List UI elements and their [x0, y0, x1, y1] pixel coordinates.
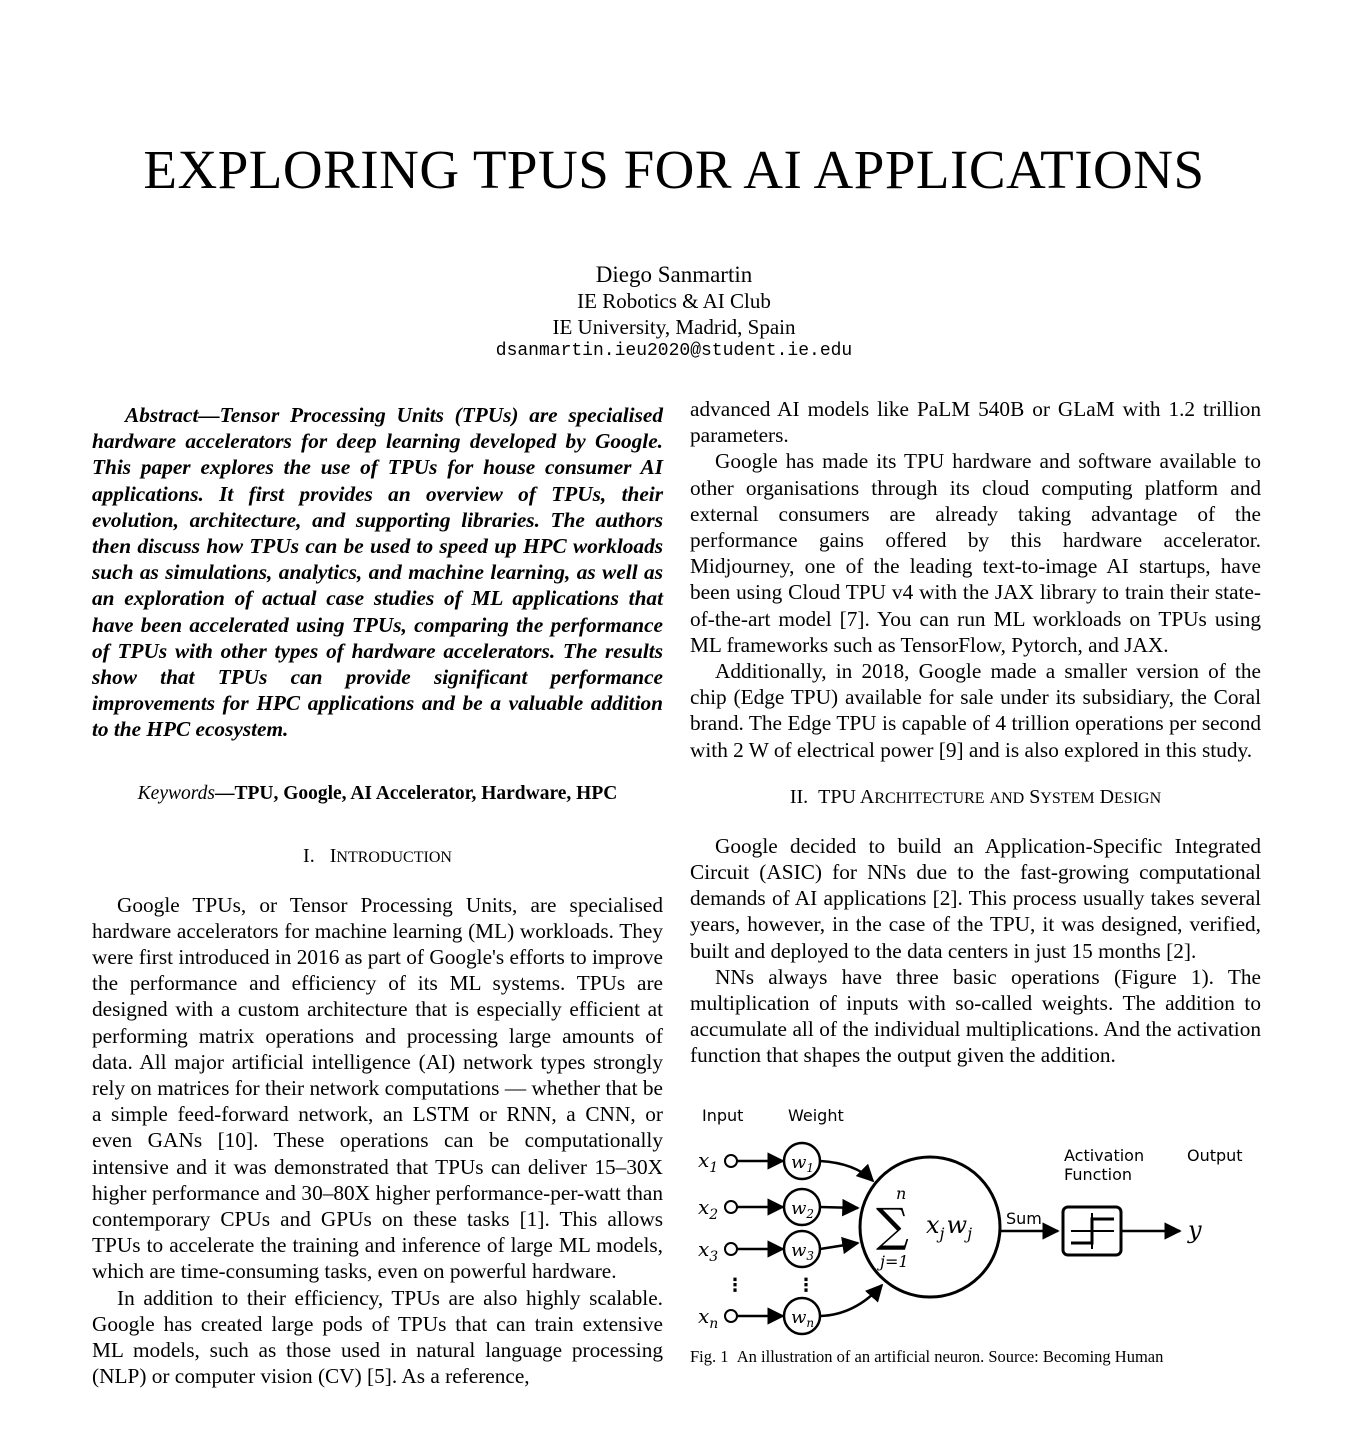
author-block [0, 261, 1348, 362]
heading-word: AND [989, 789, 1025, 807]
label-output: Output [1187, 1145, 1243, 1165]
right-paragraph-3: Additionally, in 2018, Google made a smaller version of the chip (Edge TPU) available for sale under its subsidiary, the Coral brand. The Edge TPU is capable of 4 trillion operations per second with 2 W of electrical power [9] and is also explored in this study. [690, 659, 1261, 762]
label-weight: Weight [788, 1105, 844, 1125]
figure-caption [690, 1347, 1261, 1367]
heading-word: ESIGN [1114, 789, 1162, 807]
arch-paragraph-1: Google decided to build an Application-Specific Integrated Circuit (ASIC) for NNs due to the fast-growing computational demands of AI applications [2]. This process usually takes several years, however, in the case of the TPU, it was designed, verified, built and deployed to the data centers in just 15 months [2]. [690, 833, 1261, 963]
label-activation-2: Function [1064, 1164, 1133, 1184]
intro-paragraph-1: Google TPUs, or Tensor Processing Units, are specialised hardware accelerators for machine learning (ML) workloads. They were first introduced in 2016 as part of Google's efforts to improve the performance and efficiency of its ML systems. TPUs are designed with a custom architecture that is especially efficient at performing matrix operations and processing large amounts of data. All major artificial intelligence (AI) network types strongly rely on matrices for their network computations — whether that be a simple feed-forward network, an LSTM or RNN, a CNN, or even GANs [10]. These operations can be computationally intensive and it was demonstrated that TPUs can deliver 15–30X higher performance and 30–80X higher performance-per-watt than contemporary CPUs and GPUs on these tasks [1]. This allows TPUs to accelerate the training and inference of large ML models, which are time-consuming tasks, even on powerful hardware. [92, 892, 663, 1284]
section-numeral: II. [789, 785, 809, 808]
label-input: Input [702, 1105, 744, 1125]
heading-word: TPU [818, 785, 856, 808]
keywords-text: TPU, Google, AI Accelerator, Hardware, HPC [234, 782, 618, 804]
section-rest: NTRODUCTION [336, 848, 452, 866]
keywords-label: Keywords [137, 782, 215, 804]
keywords [92, 782, 663, 806]
input-x1: $x_1$ [698, 1147, 719, 1176]
intro-paragraph-2: In addition to their efficiency, TPUs are also highly scalable. Google has created large pods of TPUs that can train extensive ML models, such as those used in natural language processing (NLP) or computer vision (CV) [5]. As a reference, [92, 1285, 663, 1389]
weight-w3: $w_3$ [791, 1239, 815, 1263]
right-paragraph-1: advanced AI models like PaLM 540B or GLaM with 1.2 trillion parameters. [690, 397, 1261, 448]
section-numeral: I. [303, 844, 315, 867]
abstract-label: Abstract [125, 403, 199, 427]
weight-w2: $w_2$ [791, 1197, 815, 1221]
neuron-diagram [690, 1097, 1261, 1345]
heading-word: S [1029, 785, 1041, 808]
sigma-symbol: ∑ [876, 1197, 909, 1252]
right-column [690, 396, 1261, 1367]
caption-label: Fig. 1 [690, 1346, 729, 1366]
sigma-lower: j=1 [880, 1251, 909, 1271]
paper-title: EXPLORING TPUS FOR AI APPLICATIONS [143, 139, 1205, 200]
section-heading-architecture [690, 785, 1261, 811]
weight-vdots: ⋮ [797, 1274, 815, 1296]
input-xn: $x_n$ [698, 1303, 719, 1332]
arch-paragraph-2: NNs always have three basic operations (Figure 1). The multiplication of inputs with so-called weights. The addition to accumulate all of the individual multiplications. And the activation function that shapes the output given the addition. [690, 964, 1261, 1068]
figure-artificial-neuron [690, 1097, 1261, 1345]
heading-word: A [859, 785, 875, 808]
heading-word: RCHITECTURE [874, 789, 985, 807]
author-affiliation-university: IE University, Madrid, Spain [552, 315, 796, 339]
section-heading-introduction [92, 844, 663, 870]
input-x3: $x_3$ [698, 1236, 719, 1265]
heading-word: D [1099, 785, 1115, 808]
sigma-upper: n [896, 1183, 907, 1203]
author-name: Diego Sanmartin [595, 262, 753, 287]
weight-w1: $w_1$ [791, 1151, 815, 1175]
label-sum: Sum [1006, 1208, 1042, 1228]
weight-wn: $w_n$ [791, 1306, 815, 1330]
section-first-letter: I [329, 844, 337, 867]
abstract-text: Tensor Processing Units (TPUs) are specialised hardware accelerators for deep learning developed by Google. This paper explores the use of TPUs for house consumer AI applications. It first provides an overview of TPUs, their evolution, architecture, and supporting libraries. The authors then discuss how TPUs can be used to speed up HPC workloads such as simulations, analytics, and machine learning, as well as an exploration of actual case studies of ML applications that have been accelerated using TPUs, comparing the performance of TPUs with other types of hardware accelerators. The results show that TPUs can provide significant performance improvements for HPC applications and be a valuable addition to the HPC ecosystem. [92, 403, 663, 742]
label-activation-1: Activation [1064, 1145, 1145, 1165]
output-y: y [1188, 1215, 1202, 1244]
caption-text: An illustration of an artificial neuron. Source: Becoming Human [736, 1346, 1164, 1366]
right-paragraph-2: Google has made its TPU hardware and software available to other organisations through its cloud computing platform and external consumers are already taking advantage of the performance gains offered by this hardware accelerator. Midjourney, one of the leading text-to-image AI startups, have been using Cloud TPU v4 with the JAX library to train their state-of-the-art model [7]. You can run ML workloads on TPUs using ML frameworks such as TensorFlow, Pytorch, and JAX. [690, 449, 1261, 657]
left-column [92, 402, 663, 1390]
author-affiliation-club: IE Robotics & AI Club [577, 289, 771, 313]
keywords-dash: — [214, 782, 235, 804]
heading-word: YSTEM [1040, 789, 1095, 807]
input-x2: $x_2$ [698, 1194, 719, 1223]
input-vdots: ⋮ [726, 1274, 744, 1296]
author-email: dsanmartin.ieu2020@student.ie.edu [495, 341, 853, 361]
abstract [92, 402, 663, 743]
abstract-dash: — [198, 403, 220, 427]
sigma-term: $x_jw_j$ [926, 1210, 973, 1243]
